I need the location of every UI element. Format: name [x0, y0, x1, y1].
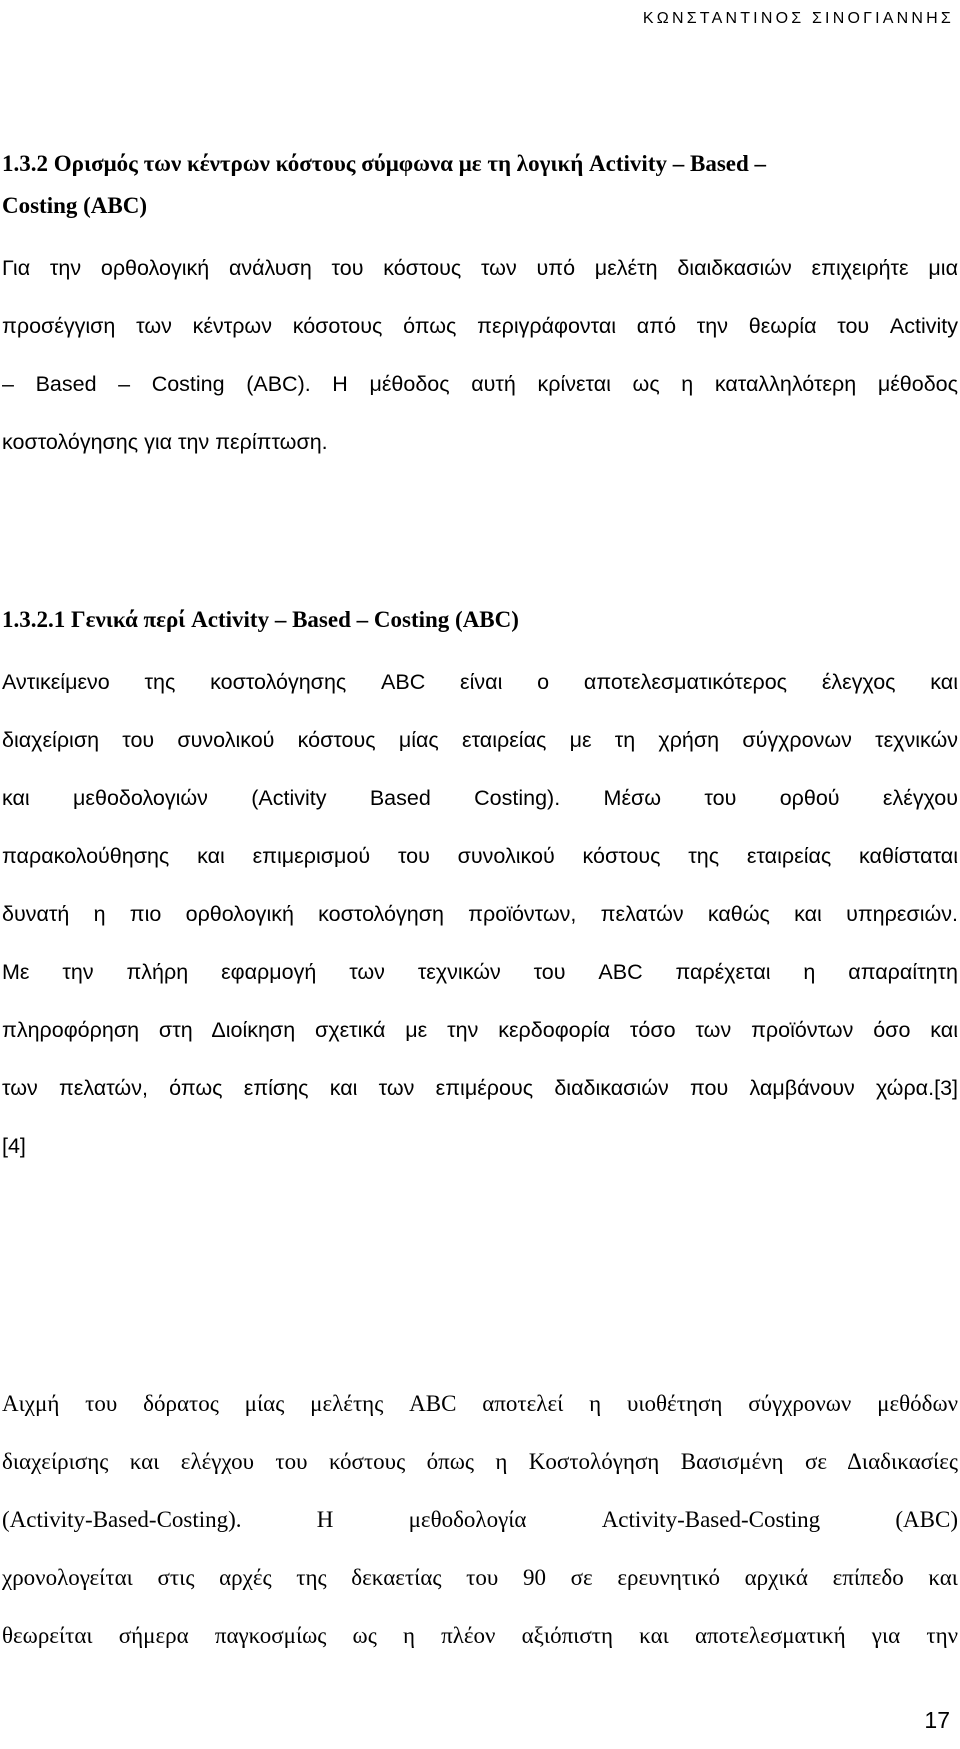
running-header-author: ΚΩΝΣΤΑΝΤΙΝΟΣ ΣΙΝΟΓΙΑΝΝΗΣ	[642, 10, 954, 27]
paragraph-line: [4]	[2, 1134, 26, 1158]
paragraph-line: διαχείρισης και ελέγχου του κόστους όπως η Κοστολόγηση Βασισμένη σε Διαδικασίες	[2, 1449, 958, 1474]
paragraph-line: χρονολογείται στις αρχές της δεκαετίας του 90 σε ερευνητικό αρχικά επίπεδο και	[2, 1565, 958, 1590]
paragraph-line: Αντικείμενο της κοστολόγησης ABC είναι ο αποτελεσματικότερος έλεγχος και	[2, 670, 958, 694]
paragraph-line: των πελατών, όπως επίσης και των επιμέρους διαδικασιών που λαμβάνουν χώρα.[3]	[2, 1076, 958, 1100]
paragraph-line: πληροφόρηση στη Διοίκηση σχετικά με την κερδοφορία τόσο των προϊόντων όσο και	[2, 1018, 958, 1042]
paragraph-line: προσέγγιση των κέντρων κόσοτους όπως περιγράφονται από την θεωρία του Activity	[2, 314, 958, 338]
section-heading-1-3-2-line2: Costing (ABC)	[2, 193, 148, 218]
paragraph-line: – Based – Costing (ABC). Η μέθοδος αυτή κρίνεται ως η καταλληλότερη μέθοδος	[2, 372, 958, 396]
paragraph-line: παρακολούθησης και επιμερισμού του συνολικού κόστους της εταιρείας καθίσταται	[2, 844, 958, 868]
paragraph-line: διαχείριση του συνολικού κόστους μίας εταιρείας με τη χρήση σύγχρονων τεχνικών	[2, 728, 958, 752]
page-number: 17	[924, 1707, 950, 1733]
paragraph-line: Με την πλήρη εφαρμογή των τεχνικών του ABC παρέχεται η απαραίτητη	[2, 960, 958, 984]
paragraph-line: και μεθοδολογιών (Activity Based Costing). Μέσω του ορθού ελέγχου	[2, 786, 958, 810]
section-heading-1-3-2-1: 1.3.2.1 Γενικά περί Activity – Based – Costing (ABC)	[2, 607, 519, 632]
paragraph-line: κοστολόγησης για την περίπτωση.	[2, 430, 328, 454]
paragraph-line: θεωρείται σήμερα παγκοσμίως ως η πλέον αξιόπιστη και αποτελεσματική για την	[2, 1623, 958, 1648]
paragraph-line: δυνατή η πιο ορθολογική κοστολόγηση προϊόντων, πελατών καθώς και υπηρεσιών.	[2, 902, 958, 926]
paragraph-line: Αιχμή του δόρατος μίας μελέτης ABC αποτελεί η υιοθέτηση σύγχρονων μεθόδων	[2, 1391, 958, 1416]
paragraph-line: Για την ορθολογική ανάλυση του κόστους των υπό μελέτη διαιδκασιών επιχειρήτε μια	[2, 256, 958, 280]
paragraph-line: (Activity-Based-Costing). Η μεθοδολογία Activity-Based-Costing (ABC)	[2, 1507, 958, 1532]
section-heading-1-3-2-line1: 1.3.2 Ορισμός των κέντρων κόστους σύμφωνα με τη λογική Activity – Based –	[2, 151, 767, 176]
